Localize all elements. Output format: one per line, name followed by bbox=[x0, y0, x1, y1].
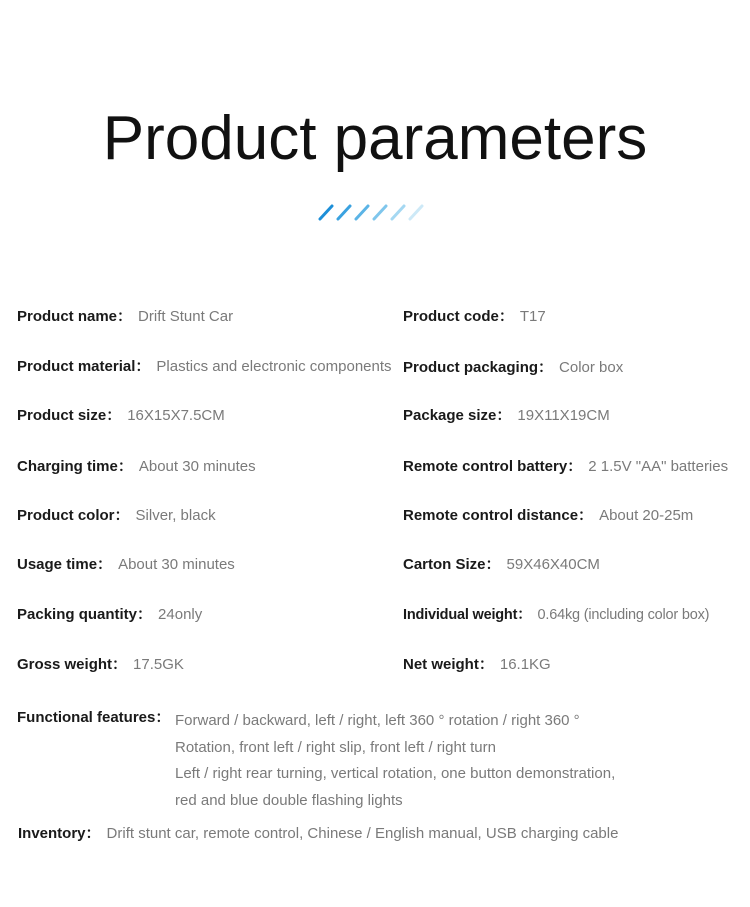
param-label: Package size bbox=[403, 407, 497, 424]
param-label: Product packaging bbox=[403, 359, 539, 376]
param-separator: ： bbox=[498, 308, 514, 325]
param-packing-quantity bbox=[17, 605, 202, 625]
param-label: Product size bbox=[17, 407, 107, 424]
param-separator: ： bbox=[114, 507, 130, 524]
feature-line: Left / right rear turning, vertical rotation, one button demonstration, bbox=[175, 765, 616, 783]
param-product-size bbox=[17, 406, 225, 426]
param-separator: ： bbox=[485, 556, 501, 573]
param-value: Plastics and electronic components bbox=[156, 358, 392, 375]
param-value: Drift stunt car, remote control, Chinese / English manual, USB charging cable bbox=[106, 825, 619, 842]
param-value: 0.64kg (including color box) bbox=[537, 607, 710, 623]
param-gross-weight bbox=[17, 655, 184, 675]
param-separator: ： bbox=[117, 308, 133, 325]
param-label: Product material bbox=[17, 358, 136, 375]
param-separator: ： bbox=[538, 359, 554, 376]
param-remote-control-distance bbox=[403, 506, 693, 526]
param-value: About 30 minutes bbox=[118, 556, 235, 573]
param-label: Net weight bbox=[403, 656, 479, 673]
param-package-size bbox=[403, 406, 610, 426]
param-separator: ： bbox=[117, 458, 133, 475]
functional-features-label-row bbox=[17, 708, 176, 728]
param-carton-size bbox=[403, 555, 600, 575]
param-separator: ： bbox=[85, 825, 101, 842]
param-separator: ： bbox=[578, 507, 594, 524]
param-separator: ： bbox=[97, 556, 113, 573]
param-value: 19X11X19CM bbox=[517, 407, 610, 424]
param-label: Usage time bbox=[17, 556, 98, 573]
param-individual-weight bbox=[403, 605, 709, 625]
param-separator: ： bbox=[155, 709, 171, 726]
param-value: 59X46X40CM bbox=[506, 556, 600, 573]
param-value: 24only bbox=[158, 606, 203, 623]
param-product-name bbox=[17, 307, 233, 327]
param-label: Inventory bbox=[18, 825, 86, 842]
param-value: 2 1.5V "AA" batteries bbox=[588, 458, 729, 475]
param-value: About 20-25m bbox=[599, 507, 694, 524]
param-separator: ： bbox=[517, 607, 532, 623]
param-product-material bbox=[17, 357, 392, 377]
param-label: Charging time bbox=[17, 458, 118, 475]
param-label: Packing quantity bbox=[17, 606, 138, 623]
param-product-code bbox=[403, 307, 546, 327]
param-remote-control-battery bbox=[403, 457, 728, 477]
functional-features-text bbox=[175, 708, 615, 815]
param-product-packaging bbox=[403, 358, 623, 378]
param-inventory bbox=[18, 824, 618, 844]
param-label: Individual weight bbox=[403, 607, 518, 623]
param-value: 17.5GK bbox=[133, 656, 184, 673]
param-value: About 30 minutes bbox=[138, 458, 256, 475]
param-net-weight bbox=[403, 655, 551, 675]
param-value: Drift Stunt Car bbox=[138, 308, 234, 325]
param-separator: ： bbox=[112, 656, 128, 673]
param-product-color bbox=[17, 506, 216, 526]
param-separator: ： bbox=[137, 606, 153, 623]
param-separator: ： bbox=[135, 358, 151, 375]
page-title: Product parameters bbox=[102, 104, 648, 173]
feature-line: Forward / backward, left / right, left 360 ° rotation / right 360 ° bbox=[175, 712, 580, 729]
param-value: Silver, black bbox=[135, 507, 216, 524]
param-label: Functional features bbox=[17, 709, 156, 726]
param-label: Product code bbox=[403, 308, 499, 325]
param-value: T17 bbox=[519, 308, 546, 325]
feature-line: red and blue double flashing lights bbox=[175, 792, 403, 810]
param-usage-time bbox=[17, 555, 235, 575]
param-label: Carton Size bbox=[403, 556, 486, 573]
feature-line: Rotation, front left / right slip, front left / right turn bbox=[175, 738, 496, 756]
param-separator: ： bbox=[567, 458, 583, 475]
param-value: 16.1KG bbox=[499, 656, 551, 673]
param-label: Gross weight bbox=[17, 656, 113, 673]
param-charging-time bbox=[17, 457, 256, 477]
param-separator: ： bbox=[478, 656, 494, 673]
param-label: Product name bbox=[17, 308, 118, 325]
param-value: 16X15X7.5CM bbox=[127, 407, 225, 424]
param-label: Remote control distance bbox=[403, 507, 579, 524]
param-value: Color box bbox=[559, 359, 624, 376]
param-separator: ： bbox=[106, 407, 122, 424]
param-separator: ： bbox=[496, 407, 512, 424]
param-label: Remote control battery bbox=[403, 458, 568, 475]
param-label: Product color bbox=[17, 507, 115, 524]
